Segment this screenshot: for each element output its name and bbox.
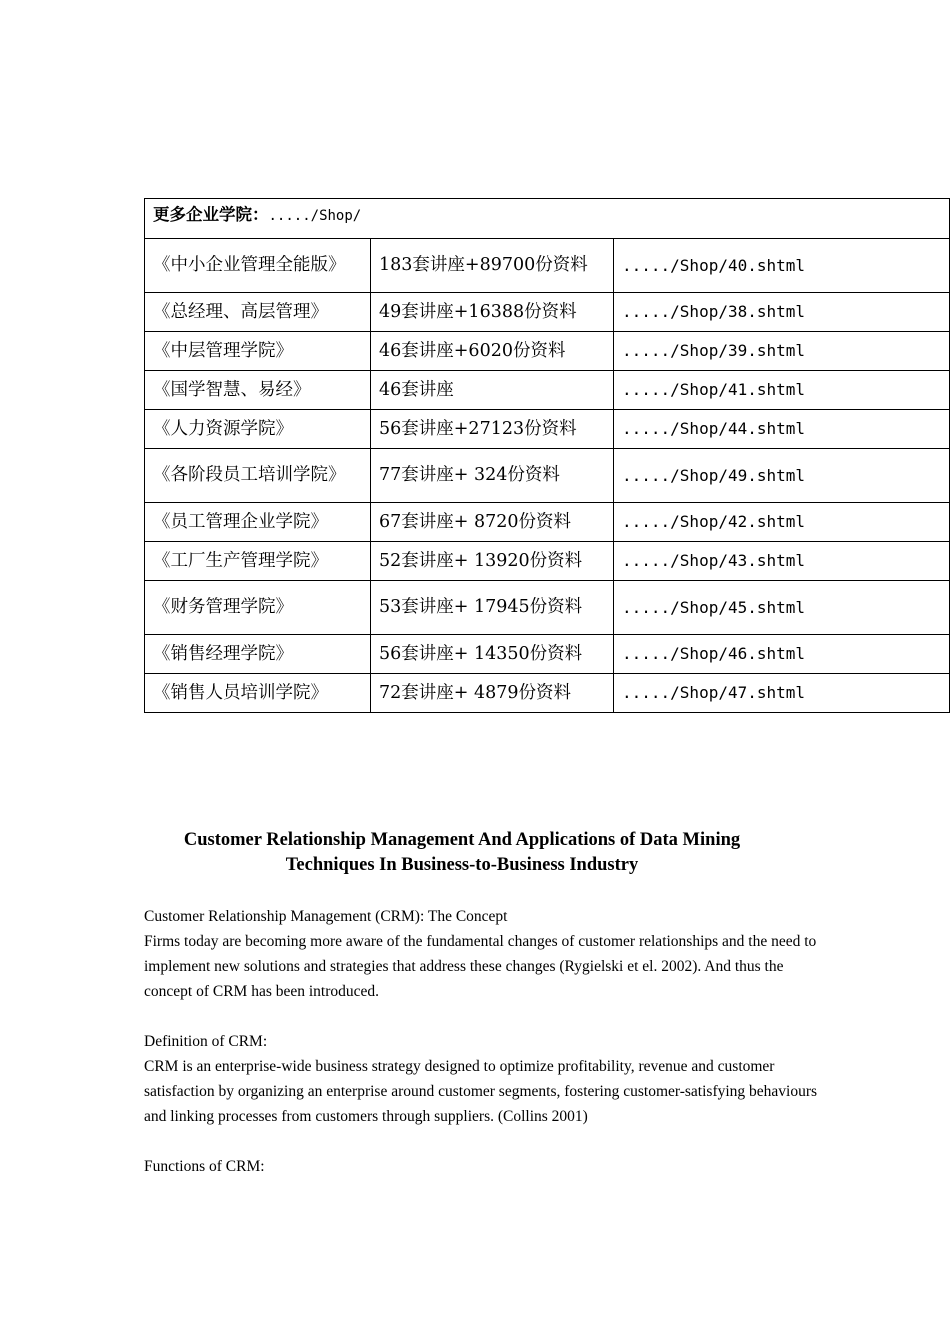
table-row [145,503,950,542]
course-content: 183套讲座+89700份资料 [371,239,614,293]
course-url-link[interactable]: ...../Shop/43.shtml [614,542,950,581]
course-name: 《总经理、高层管理》 [145,293,371,332]
course-content: 46套讲座+6020份资料 [371,332,614,371]
paragraph-spacer [144,1004,824,1029]
table-row [145,239,950,293]
course-name: 《中层管理学院》 [145,332,371,371]
table-row [145,410,950,449]
course-name: 《各阶段员工培训学院》 [145,449,371,503]
section-paragraph-definition: CRM is an enterprise-wide business strategy designed to optimize profitability, revenue and customer satisfaction by organizing an enterprise around customer segments, fostering customer-satisfying behaviours and linking processes from customers through suppliers. (Collins 2001) [144,1058,818,1125]
table-row [145,674,950,713]
document-body [144,904,824,1179]
course-url-link[interactable]: ...../Shop/42.shtml [614,503,950,542]
course-name: 《销售人员培训学院》 [145,674,371,713]
course-name: 《国学智慧、易经》 [145,371,371,410]
shop-table [144,198,950,713]
course-name: 《销售经理学院》 [145,635,371,674]
course-url-link[interactable]: ...../Shop/45.shtml [614,581,950,635]
course-url-link[interactable]: ...../Shop/39.shtml [614,332,950,371]
course-name: 《财务管理学院》 [145,581,371,635]
course-name: 《中小企业管理全能版》 [145,239,371,293]
table-header-cell [145,199,950,239]
document-title [144,828,780,878]
table-row [145,581,950,635]
course-content: 56套讲座+ 14350份资料 [371,635,614,674]
course-content: 67套讲座+ 8720份资料 [371,503,614,542]
course-content: 77套讲座+ 324份资料 [371,449,614,503]
course-url-link[interactable]: ...../Shop/44.shtml [614,410,950,449]
course-content: 72套讲座+ 4879份资料 [371,674,614,713]
course-content: 52套讲座+ 13920份资料 [371,542,614,581]
header-url-link[interactable]: ...../Shop/ [268,208,362,224]
header-label: 更多企业学院： [153,205,269,224]
course-url-link[interactable]: ...../Shop/47.shtml [614,674,950,713]
table-header-row [145,199,950,239]
section-heading-concept: Customer Relationship Management (CRM): The Concept [144,908,508,925]
course-name: 《员工管理企业学院》 [145,503,371,542]
table-row [145,371,950,410]
table-row [145,542,950,581]
table-row [145,293,950,332]
course-content: 49套讲座+16388份资料 [371,293,614,332]
course-url-link[interactable]: ...../Shop/46.shtml [614,635,950,674]
section-heading-definition: Definition of CRM: [144,1033,268,1050]
table-row [145,449,950,503]
table-row [145,332,950,371]
course-url-link[interactable]: ...../Shop/38.shtml [614,293,950,332]
course-content: 46套讲座 [371,371,614,410]
course-content: 56套讲座+27123份资料 [371,410,614,449]
course-name: 《工厂生产管理学院》 [145,542,371,581]
course-url-link[interactable]: ...../Shop/41.shtml [614,371,950,410]
table-row [145,635,950,674]
document-title-line-2: Techniques In Business-to-Business Industry [285,855,639,875]
course-content: 53套讲座+ 17945份资料 [371,581,614,635]
course-url-link[interactable]: ...../Shop/40.shtml [614,239,950,293]
course-url-link[interactable]: ...../Shop/49.shtml [614,449,950,503]
course-name: 《人力资源学院》 [145,410,371,449]
section-paragraph-concept: Firms today are becoming more aware of the fundamental changes of customer relationships and the need to implement new solutions and strategies that address these changes (Rygielski et el. 2002). And thus the concept of CRM has been introduced. [144,933,817,1000]
section-heading-functions: Functions of CRM: [144,1158,265,1175]
document-title-line-1: Customer Relationship Management And Applications of Data Mining [183,830,741,850]
paragraph-spacer [144,1129,824,1154]
